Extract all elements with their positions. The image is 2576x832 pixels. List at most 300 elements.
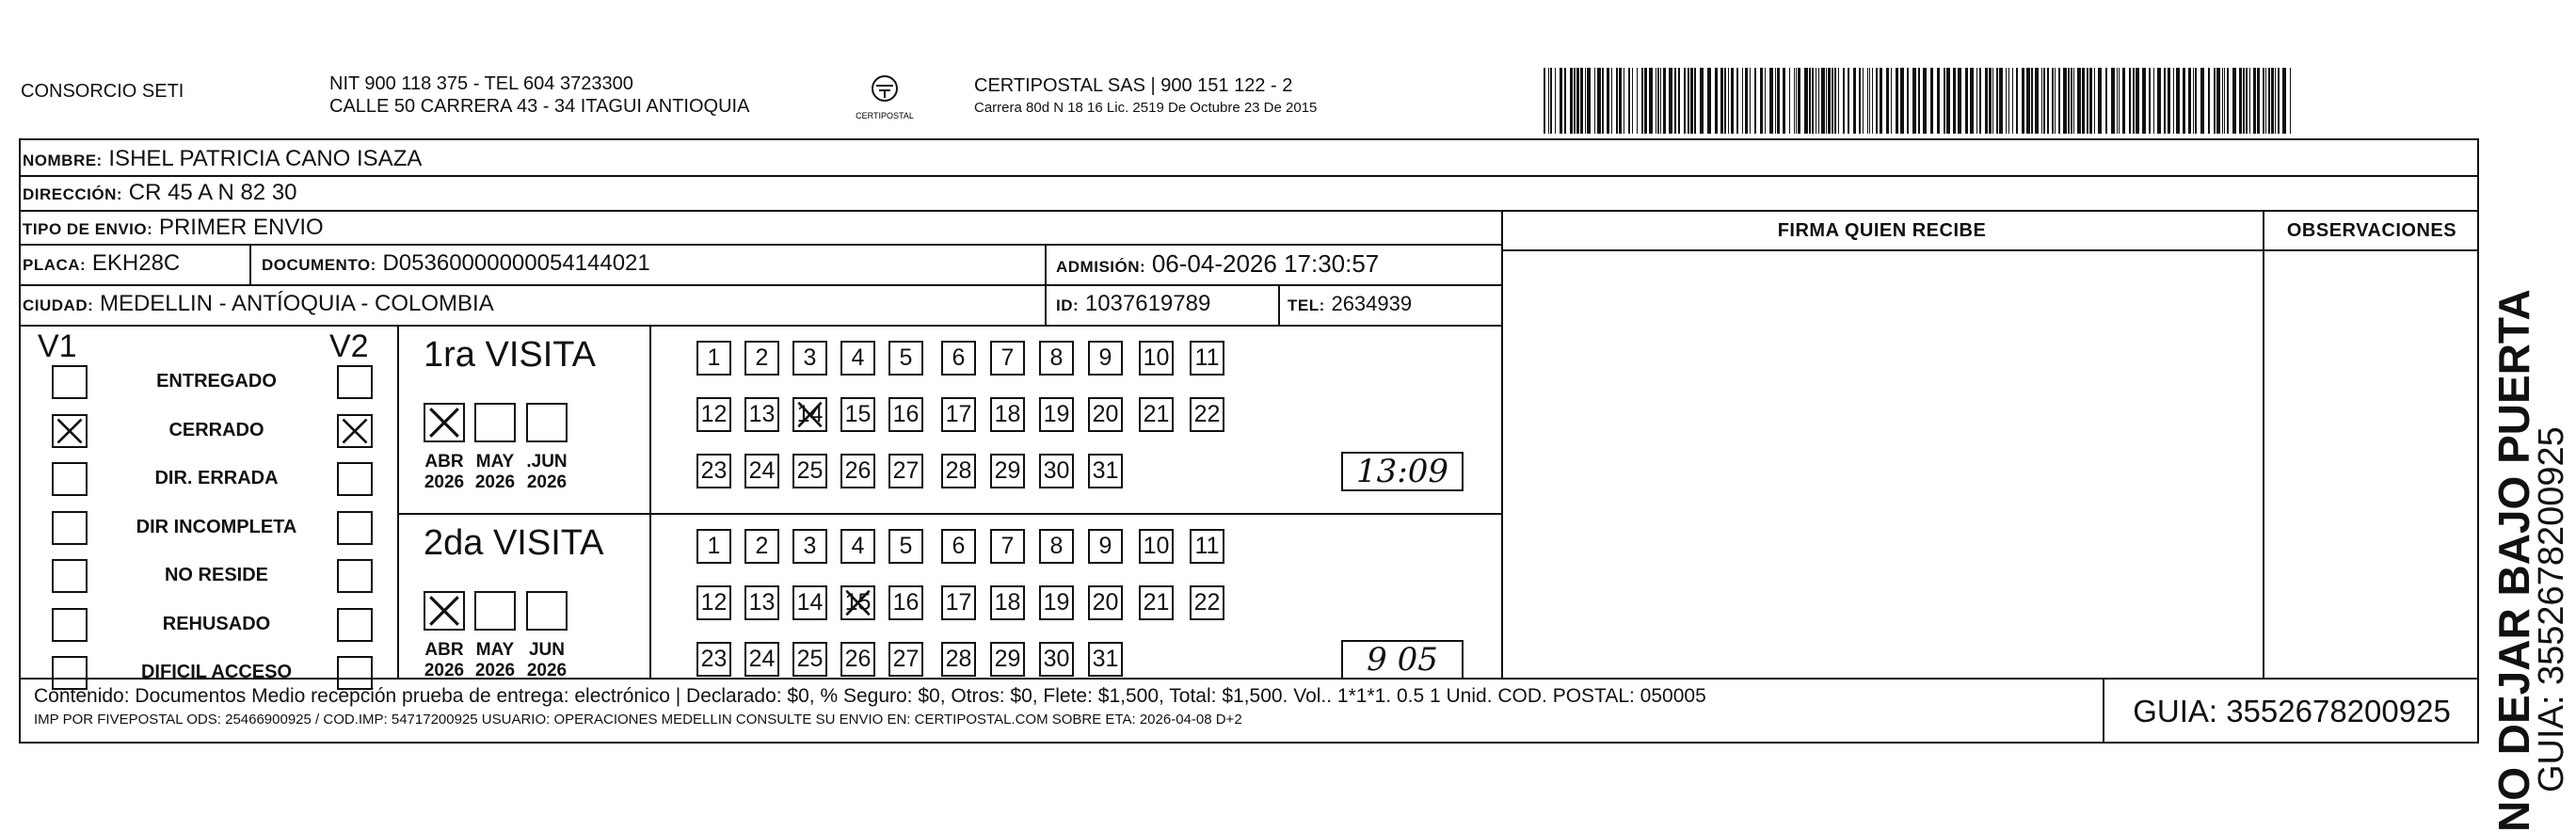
barcode-bar	[1660, 68, 1661, 134]
barcode-bar	[2063, 68, 2067, 134]
barcode-bar	[1798, 68, 1800, 134]
day-cell[interactable]: 1	[696, 341, 731, 376]
barcode-bar	[2119, 68, 2120, 134]
v1-checkbox[interactable]	[52, 511, 88, 545]
barcode-bar	[2271, 68, 2274, 134]
barcode-bar	[1720, 68, 1723, 134]
barcode-bar	[2105, 68, 2107, 134]
day-cell[interactable]: 31	[1088, 454, 1123, 488]
barcode-bar	[1649, 68, 1653, 134]
day-cell[interactable]: 4	[840, 529, 875, 564]
status-label: REHUSADO	[162, 614, 271, 634]
barcode-bar	[1607, 68, 1609, 134]
barcode-bar	[1736, 68, 1738, 134]
barcode-bar	[2183, 68, 2185, 134]
imp-line: IMP POR FIVEPOSTAL ODS: 25466900925 / COD.IMP: 54717200925 USUARIO: OPERACIONES MEDELLIN CONSULTE SU ENVIO EN: CERTIPOSTAL.COM SOBRE ETA: 2026-04-08 D+2	[34, 712, 1242, 728]
day-cell[interactable]: 13	[744, 397, 779, 432]
day-cell[interactable]: 30	[1039, 642, 1074, 677]
barcode-bar	[2246, 68, 2248, 134]
barcode-bar	[2290, 68, 2291, 134]
day-cell[interactable]: 8	[1039, 341, 1074, 376]
day-cell[interactable]: 31	[1088, 642, 1123, 677]
barcode-bar	[1970, 68, 1974, 134]
ciudad-value: MEDELLIN - ANTÍOQUIA - COLOMBIA	[99, 291, 494, 316]
barcode-bar	[2117, 68, 2118, 134]
month-name: ABR	[424, 640, 464, 660]
barcode-bar	[2227, 68, 2229, 134]
barcode-bar	[1930, 68, 1933, 134]
barcode-bar	[1574, 68, 1576, 134]
barcode-bar	[1765, 68, 1766, 134]
barcode-bar	[1564, 68, 1566, 134]
day-cell[interactable]: 22	[1190, 397, 1224, 432]
barcode-bar	[2129, 68, 2131, 134]
barcode-bar	[1812, 68, 1814, 134]
barcode-bar	[1832, 68, 1833, 134]
direccion-value: CR 45 A N 82 30	[128, 180, 297, 205]
day-cell[interactable]: 27	[888, 642, 923, 677]
tel-value: 2634939	[1331, 292, 1413, 315]
barcode-bar	[2153, 68, 2154, 134]
barcode-bar	[2224, 68, 2225, 134]
barcode-bar	[2035, 68, 2039, 134]
day-cell[interactable]: 20	[1088, 585, 1123, 620]
observaciones-header: OBSERVACIONES	[2286, 220, 2457, 241]
barcode-bar	[1859, 68, 1861, 134]
month-label	[521, 452, 572, 493]
day-cell[interactable]: 23	[696, 454, 731, 488]
v1-checkbox[interactable]	[52, 608, 88, 642]
month-year: 2026	[526, 472, 568, 492]
barcode-bar	[1834, 68, 1836, 134]
barcode-bar	[1869, 68, 1870, 134]
barcode-bar	[2168, 68, 2170, 134]
barcode-bar	[2232, 68, 2236, 134]
id-label: ID:	[1056, 296, 1080, 314]
barcode-bar	[1989, 68, 1992, 134]
barcode-bar	[1838, 68, 1839, 134]
license-line: Carrera 80d N 18 16 Lic. 2519 De Octubre 23 De 2015	[974, 100, 1318, 116]
tipo-value: PRIMER ENVIO	[158, 215, 324, 240]
day-cell[interactable]: 8	[1039, 529, 1074, 564]
barcode-bar	[1597, 68, 1601, 134]
barcode-bar	[1728, 68, 1729, 134]
tipo-row	[23, 214, 324, 244]
barcode-bar	[2012, 68, 2013, 134]
barcode-bar	[2200, 68, 2204, 134]
barcode-bar	[1896, 68, 1898, 134]
placa-value: EKH28C	[91, 250, 181, 276]
day-cell[interactable]: 25	[792, 642, 827, 677]
barcode-bar	[2173, 68, 2174, 134]
barcode-bar	[2149, 68, 2151, 134]
barcode-bar	[2253, 68, 2256, 134]
day-cell[interactable]: 15	[840, 585, 875, 620]
barcode-bar	[2008, 68, 2009, 134]
day-cell[interactable]: 2	[744, 529, 779, 564]
day-cell[interactable]: 1	[696, 529, 731, 564]
barcode-bar	[1688, 68, 1689, 134]
barcode-bar	[1912, 68, 1916, 134]
barcode-bar	[2214, 68, 2216, 134]
barcode-bar	[1853, 68, 1856, 134]
v1-checkbox[interactable]	[52, 365, 88, 399]
month-name: MAY	[475, 640, 515, 660]
documento-value: D05360000000054144021	[382, 250, 650, 276]
day-cell[interactable]: 21	[1139, 397, 1174, 432]
day-cell[interactable]: 7	[990, 529, 1025, 564]
v2-checkbox[interactable]	[337, 414, 373, 448]
barcode-bar	[1900, 68, 1904, 134]
day-cell[interactable]: 7	[990, 341, 1025, 376]
day-cell[interactable]: 17	[941, 585, 976, 620]
month-year: 2026	[526, 661, 568, 680]
barcode-bar	[1891, 68, 1892, 134]
barcode-bar	[1694, 68, 1696, 134]
barcode-bar	[1923, 68, 1927, 134]
day-cell[interactable]: 5	[888, 529, 923, 564]
barcode-bar	[1867, 68, 1868, 134]
barcode-bar	[2087, 68, 2088, 134]
barcode-bar	[1965, 68, 1968, 134]
v2-checkbox[interactable]	[337, 559, 373, 593]
barcode-bar	[1796, 68, 1797, 134]
observaciones-area[interactable]	[2264, 251, 2479, 678]
day-cell[interactable]: 28	[941, 642, 976, 677]
barcode-bar	[1953, 68, 1956, 134]
status-label: ENTREGADO	[156, 371, 277, 392]
day-cell[interactable]: 30	[1039, 454, 1074, 488]
barcode-bar	[1828, 68, 1831, 134]
day-cell[interactable]: 18	[990, 397, 1025, 432]
barcode-bar	[1750, 68, 1751, 134]
id-value: 1037619789	[1084, 291, 1211, 316]
month-year: 2026	[474, 661, 516, 680]
admision-cell	[1056, 249, 1379, 281]
day-cell[interactable]: 10	[1139, 341, 1174, 376]
barcode-bar	[1848, 68, 1849, 134]
address-line: CALLE 50 CARRERA 43 - 34 ITAGUI ANTIOQUIA	[329, 96, 750, 117]
barcode-bar	[1821, 68, 1825, 134]
barcode-bar	[2071, 68, 2072, 134]
nombre-value: ISHEL PATRICIA CANO ISAZA	[108, 146, 423, 171]
month-checkbox[interactable]	[526, 403, 568, 442]
barcode-bar	[2022, 68, 2024, 134]
barcode-bar	[1548, 68, 1549, 134]
barcode-bar	[2193, 68, 2194, 134]
day-cell[interactable]: 21	[1139, 585, 1174, 620]
status-label: DIR. ERRADA	[154, 468, 279, 488]
barcode-bar	[1775, 68, 1776, 134]
barcode-bar	[2257, 68, 2260, 134]
day-cell[interactable]: 5	[888, 341, 923, 376]
barcode-bar	[2026, 68, 2030, 134]
direccion-label: DIRECCIÓN:	[23, 185, 123, 203]
day-cell[interactable]: 9	[1088, 341, 1123, 376]
month-year: 2026	[474, 472, 516, 492]
barcode-bar	[1570, 68, 1573, 134]
barcode-bar	[2265, 68, 2266, 134]
nombre-label: NOMBRE:	[23, 152, 103, 169]
v2-checkbox[interactable]	[337, 462, 373, 496]
barcode-bar	[2278, 68, 2280, 134]
month-label	[470, 452, 520, 493]
barcode-bar	[1783, 68, 1785, 134]
day-cell[interactable]: 26	[840, 454, 875, 488]
v2-checkbox[interactable]	[337, 365, 373, 399]
nombre-row	[23, 145, 422, 175]
barcode-bar	[1789, 68, 1790, 134]
barcode-bar	[2188, 68, 2191, 134]
barcode-bar	[1843, 68, 1845, 134]
barcode-bar	[1999, 68, 2003, 134]
barcode-bar	[2268, 68, 2270, 134]
ciudad-label: CIUDAD:	[23, 296, 94, 314]
day-cell[interactable]: 6	[941, 341, 976, 376]
barcode-bar	[2016, 68, 2018, 134]
barcode-bar	[1587, 68, 1591, 134]
barcode-bar	[2068, 68, 2070, 134]
barcode-bar	[1809, 68, 1811, 134]
nit-line: NIT 900 118 375 - TEL 604 3723300	[329, 73, 633, 94]
day-cell[interactable]: 15	[840, 397, 875, 432]
day-cell[interactable]: 14	[792, 585, 827, 620]
barcode-bar	[1674, 68, 1676, 134]
barcode-bar	[1684, 68, 1686, 134]
barcode-bar	[1555, 68, 1556, 134]
barcode-bar	[1669, 68, 1672, 134]
v2-label: V2	[329, 328, 369, 364]
day-cell[interactable]: 16	[888, 585, 923, 620]
barcode-bar	[1804, 68, 1808, 134]
barcode-bar	[1944, 68, 1945, 134]
barcode-bar	[1863, 68, 1864, 134]
ciudad-cell	[23, 290, 494, 320]
barcode-bar	[1663, 68, 1666, 134]
barcode-bar	[1678, 68, 1680, 134]
barcode-bar	[1550, 68, 1552, 134]
month-checkbox[interactable]	[526, 591, 568, 631]
month-name: ABR	[424, 452, 464, 472]
barcode-bar	[1560, 68, 1562, 134]
admision-value: 06-04-2026 17:30:57	[1151, 249, 1380, 278]
day-cell[interactable]: 14	[792, 397, 827, 432]
day-cell[interactable]: 10	[1139, 529, 1174, 564]
guia-number: GUIA: 3552678200925	[2133, 694, 2451, 728]
day-cell[interactable]: 25	[792, 454, 827, 488]
visit-title: 1ra VISITA	[424, 335, 597, 375]
barcode-bar	[1946, 68, 1950, 134]
barcode-bar	[1594, 68, 1595, 134]
barcode-bar	[1657, 68, 1659, 134]
day-cell[interactable]: 11	[1190, 529, 1224, 564]
barcode-bar	[1918, 68, 1920, 134]
barcode-bar	[1700, 68, 1704, 134]
tel-cell	[1288, 290, 1412, 320]
day-cell[interactable]: 4	[840, 341, 875, 376]
status-label: DIR INCOMPLETA	[136, 517, 297, 537]
month-checkbox[interactable]	[474, 591, 516, 631]
barcode-bar	[1907, 68, 1909, 134]
barcode-bar	[1619, 68, 1622, 134]
barcode-bar	[1876, 68, 1878, 134]
barcode-bar	[1690, 68, 1693, 134]
barcode-bar	[2111, 68, 2115, 134]
day-cell[interactable]: 3	[792, 529, 827, 564]
status-label: NO RESIDE	[164, 565, 269, 585]
barcode-bar	[2082, 68, 2085, 134]
day-cell[interactable]: 2	[744, 341, 779, 376]
day-cell[interactable]: 13	[744, 585, 779, 620]
barcode-bar	[1794, 68, 1795, 134]
barcode-bar	[1707, 68, 1711, 134]
v1-checkbox[interactable]	[52, 559, 88, 593]
day-cell[interactable]: 17	[941, 397, 976, 432]
contenido-line: Contenido: Documentos Medio recepción prueba de entrega: electrónico | Declarado: $0, % Seguro: $0, Otros: $0, Flete: $1,500, Total: $1,500. Vol.. 1*1*1. 0.5 1 Unid. COD. POSTAL: 050005	[34, 685, 1706, 707]
placa-cell	[23, 249, 180, 280]
day-cell[interactable]: 12	[696, 397, 731, 432]
visit-title: 2da VISITA	[424, 523, 604, 563]
barcode-bar	[2282, 68, 2286, 134]
visit-time[interactable]: 13:09	[1341, 452, 1464, 491]
month-year: 2026	[424, 661, 465, 680]
month-label	[419, 640, 470, 681]
barcode-bar	[1745, 68, 1748, 134]
barcode-bar	[2164, 68, 2166, 134]
logo-text: CERTIPOSTAL	[856, 111, 914, 120]
month-label	[419, 452, 470, 493]
day-cell[interactable]: 11	[1190, 341, 1224, 376]
barcode-bar	[1818, 68, 1819, 134]
barcode-bar	[1602, 68, 1604, 134]
day-cell[interactable]: 9	[1088, 529, 1123, 564]
barcode-bar	[1886, 68, 1889, 134]
barcode-bar	[2058, 68, 2060, 134]
barcode-bar	[1585, 68, 1586, 134]
month-year: 2026	[424, 472, 465, 492]
barcode-bar	[2073, 68, 2074, 134]
day-cell[interactable]: 26	[840, 642, 875, 677]
barcode-bar	[1576, 68, 1579, 134]
barcode-bar	[2136, 68, 2139, 134]
documento-cell	[262, 249, 650, 280]
barcode-bar	[2216, 68, 2220, 134]
barcode-bar	[2263, 68, 2264, 134]
day-cell[interactable]: 19	[1039, 585, 1074, 620]
tipo-label: TIPO DE ENVIO:	[23, 220, 153, 238]
day-cell[interactable]: 19	[1039, 397, 1074, 432]
month-checkbox[interactable]	[424, 403, 465, 442]
direccion-row	[23, 179, 297, 209]
barcode-bar	[2122, 68, 2125, 134]
barcode-bar	[1976, 68, 1977, 134]
day-cell[interactable]: 18	[990, 585, 1025, 620]
day-cell[interactable]: 29	[990, 642, 1025, 677]
status-label: CERRADO	[168, 420, 264, 440]
v1-label: V1	[38, 328, 77, 364]
barcode-bar	[1996, 68, 1998, 134]
day-cell[interactable]: 12	[696, 585, 731, 620]
day-cell[interactable]: 24	[744, 642, 779, 677]
day-cell[interactable]: 24	[744, 454, 779, 488]
barcode-bar	[1641, 68, 1643, 134]
barcode-bar	[1580, 68, 1583, 134]
barcode-bar	[1611, 68, 1612, 134]
day-cell[interactable]: 23	[696, 642, 731, 677]
barcode-bar	[1644, 68, 1647, 134]
month-label	[470, 640, 520, 681]
barcode-bar	[2047, 68, 2049, 134]
barcode-bar	[1777, 68, 1780, 134]
month-name: .JUN	[526, 452, 568, 472]
barcode-bar	[1632, 68, 1633, 134]
month-checkbox[interactable]	[474, 403, 516, 442]
barcode-bar	[1979, 68, 1981, 134]
visit-time[interactable]: 9 05	[1341, 640, 1464, 680]
carrier-line: CERTIPOSTAL SAS | 900 151 122 - 2	[974, 75, 1293, 96]
barcode-bar	[2006, 68, 2007, 134]
day-cell[interactable]: 20	[1088, 397, 1123, 432]
day-cell[interactable]: 28	[941, 454, 976, 488]
v2-checkbox[interactable]	[337, 608, 373, 642]
v1-checkbox[interactable]	[52, 414, 88, 448]
barcode-bar	[1731, 68, 1734, 134]
barcode-bar	[2041, 68, 2042, 134]
v1-checkbox[interactable]	[52, 462, 88, 496]
day-cell[interactable]: 16	[888, 397, 923, 432]
barcode-bar	[2249, 68, 2250, 134]
barcode-bar	[2031, 68, 2033, 134]
barcode-bar	[1616, 68, 1618, 134]
month-name: MAY	[475, 452, 515, 472]
barcode-bar	[1754, 68, 1756, 134]
no-dejar-warning: NO DEJAR BAJO PUERTA	[2489, 289, 2538, 832]
barcode-bar	[1992, 68, 1993, 134]
status-label: DIFICIL ACCESO	[140, 662, 292, 682]
barcode	[1544, 68, 2296, 134]
v2-checkbox[interactable]	[337, 511, 373, 545]
day-cell[interactable]: 6	[941, 529, 976, 564]
barcode-bar	[1826, 68, 1827, 134]
signature-area[interactable]	[1503, 251, 2263, 678]
barcode-bar	[1872, 68, 1873, 134]
barcode-bar	[2089, 68, 2092, 134]
barcode-bar	[2052, 68, 2054, 134]
month-checkbox[interactable]	[424, 591, 465, 631]
day-cell[interactable]: 3	[792, 341, 827, 376]
barcode-bar	[1880, 68, 1882, 134]
side-guia: GUIA: 3552678200925	[2532, 426, 2571, 792]
day-cell[interactable]: 27	[888, 454, 923, 488]
documento-label: DOCUMENTO:	[262, 256, 376, 274]
barcode-bar	[2142, 68, 2146, 134]
tel-label: TEL:	[1288, 296, 1325, 314]
barcode-bar	[2176, 68, 2180, 134]
barcode-bar	[1724, 68, 1726, 134]
barcode-bar	[1628, 68, 1630, 134]
month-name: JUN	[528, 640, 565, 660]
barcode-bar	[1760, 68, 1763, 134]
day-cell[interactable]: 29	[990, 454, 1025, 488]
day-cell[interactable]: 22	[1190, 585, 1224, 620]
placa-label: PLACA:	[23, 256, 87, 274]
barcode-bar	[2208, 68, 2210, 134]
firma-header: FIRMA QUIEN RECIBE	[1777, 220, 1987, 241]
admision-label: ADMISIÓN:	[1056, 258, 1146, 276]
barcode-bar	[1544, 68, 1545, 134]
barcode-bar	[1715, 68, 1718, 134]
barcode-bar	[2239, 68, 2242, 134]
